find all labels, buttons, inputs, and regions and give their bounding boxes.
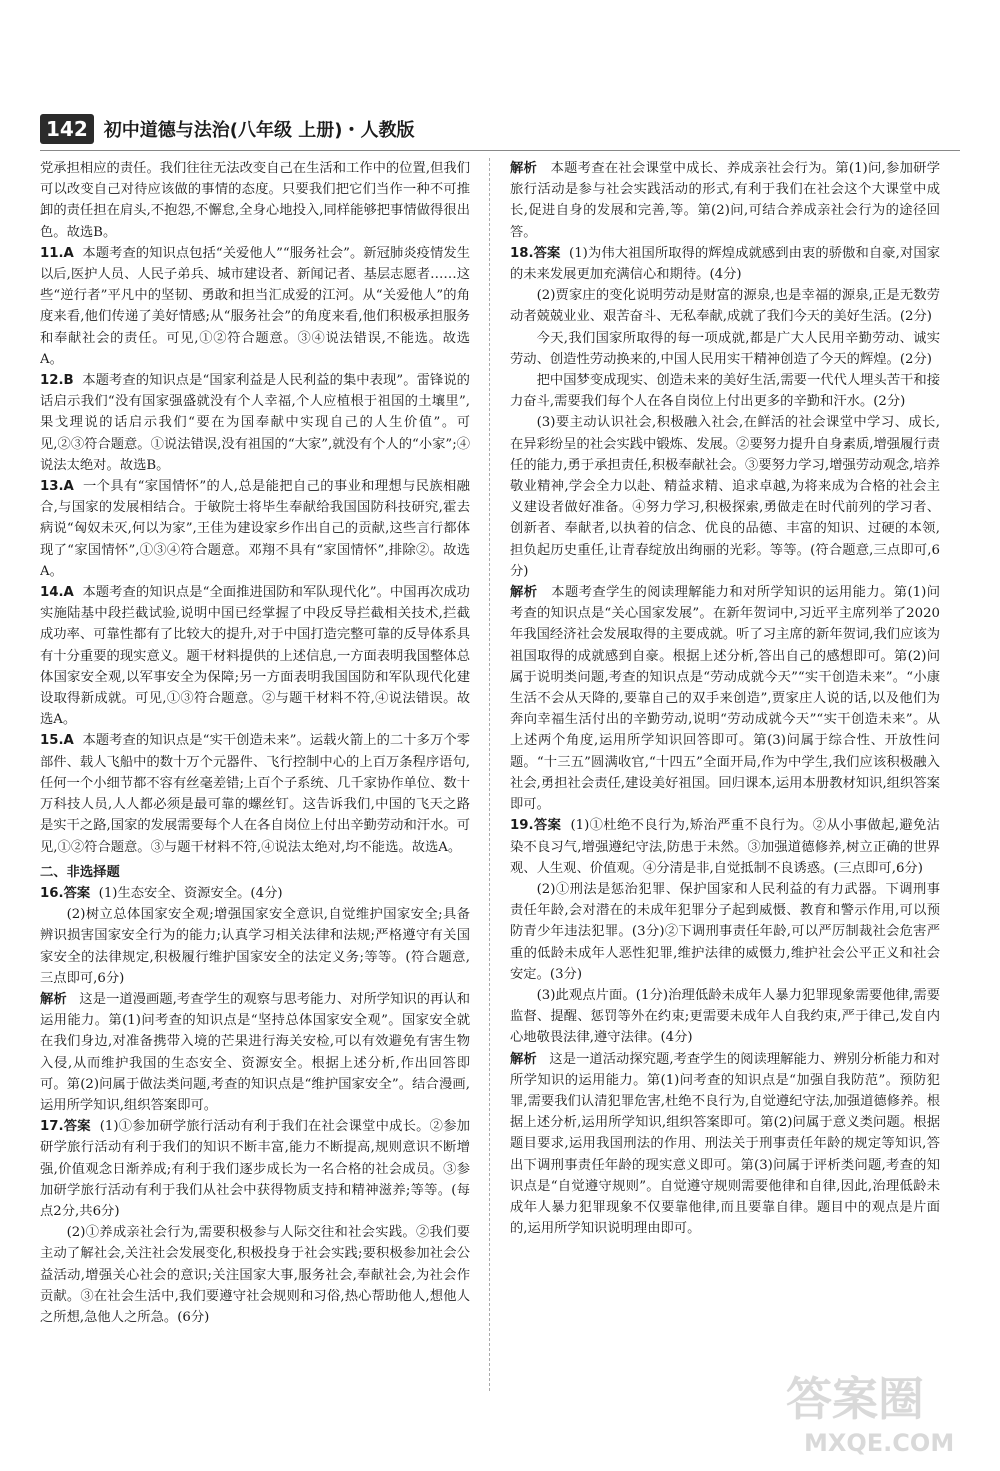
answer-label: 答案 — [63, 885, 91, 901]
analysis-text: 本题考查在社会课堂中成长、养成亲社会行为。第(1)问,参加研学旅行活动是参与社会实践活动的形式,有利于我们在社会这个大课堂中成长,促进自身的发展和完善,等。第(2)问,可结合养成亲社会行为的途径回答。 — [510, 161, 940, 240]
answer-text: (2)①养成亲社会行为,需要积极参与人际交往和社会实践。②我们要主动了解社会,关注社会发展变化,积极投身于社会实践;要积极参加社会公益活动,增强关心社会的意识;关注国家大事,服务社会,奉献社会,为社会作贡献。③在社会生活中,我们要遵守社会规则和习俗,热心帮助他人,想他人之所想,急他人之所急。(6分) — [40, 1225, 470, 1325]
question-17-analysis — [510, 158, 940, 243]
question-number: 13.A — [40, 479, 74, 495]
answer-text: (1)为伟大祖国所取得的辉煌成就感到由衷的骄傲和自豪,对国家的未来发展更加充满信心和期待。(4分) — [510, 245, 940, 283]
question-number: 17. — [40, 1119, 64, 1135]
page-header — [40, 112, 414, 146]
question-number: 14.A — [40, 585, 74, 601]
page-number: 142 — [40, 114, 94, 144]
question-14 — [40, 582, 470, 730]
question-15 — [40, 730, 470, 857]
analysis-text: 这是一道活动探究题,考查学生的阅读理解能力、辨别分析能力和对所学知识的运用能力。第(1)问考查的知识点是“加强自我防范”。预防犯罪,需要我们认清犯罪危害,杜绝不良行为,自觉遵纪守法,加强道德修养。根据上述分析,运用所学知识,组织答案即可。第(2)问属于意义类问题。根据题目要求,运用我国刑法的作用、刑法关于刑事责任年龄的规定等知识,答出下调刑事责任年龄的现实意义即可。第(3)问属于评析类问题,考查的知识点是“自觉遵守规则”。自觉遵守规则需要他律和自律,因此,治理低龄未成年人暴力犯罪现象不仅要靠他律,而且要靠自律。题目中的观点是片面的,运用所学知识说明理由即可。 — [510, 1051, 940, 1237]
answer-text: 今天,我们国家所取得的每一项成就,都是广大人民用辛勤劳动、诚实劳动、创造性劳动换来的,中国人民用实干精神创造了今天的辉煌。(2分) — [510, 330, 940, 367]
question-16-analysis — [40, 989, 470, 1116]
answer-label: 答案 — [533, 245, 561, 261]
book-title: 初中道德与法治(八年级 上册)・人教版 — [103, 120, 415, 141]
answer-text: (2)贾家庄的变化说明劳动是财富的源泉,也是幸福的源泉,正是无数劳动者兢兢业业、艰苦奋斗、无私奉献,成就了我们今天的美好生活。(2分) — [510, 288, 940, 325]
question-11 — [40, 243, 470, 370]
question-number: 16. — [40, 885, 64, 901]
question-17-answer — [40, 1116, 470, 1222]
question-number: 15.A — [40, 733, 74, 749]
answer-label: 答案 — [63, 1119, 91, 1135]
analysis-label: 解析 — [40, 991, 67, 1007]
analysis-label: 解析 — [510, 585, 538, 601]
question-text: 本题考查的知识点是“国家利益是人民利益的集中表现”。雷锋说的话启示我们“没有国家强盛就没有个人幸福,个人应植根于祖国的土壤里”,果戈理说的话启示我们“要在为国奉献中实现自己的人生价值”。可见,②③符合题意。①说法错误,没有祖国的“大家”,就没有个人的“小家”;④说法太绝对。故选B。 — [40, 373, 470, 473]
question-19-analysis — [510, 1049, 940, 1240]
question-18-answer — [510, 243, 940, 285]
answer-label: 答案 — [533, 818, 562, 834]
analysis-text: 这是一道漫画题,考查学生的观察与思考能力、对所学知识的再认和运用能力。第(1)问考查的知识点是“坚持总体国家安全观”。国家安全就在我们身边,对准备携带入境的芒果进行海关安检,可以有效避免有害生物入侵,从而维护我国的生态安全、资源安全。根据上述分析,作出回答即可。第(2)问属于做法类问题,考查的知识点是“维护国家安全”。结合漫画,运用所学知识,组织答案即可。 — [40, 991, 470, 1113]
answer-text: 把中国梦变成现实、创造未来的美好生活,需要一代代人埋头苦干和接力奋斗,需要我们每个人在各自岗位上付出更多的辛勤和汗水。(2分) — [510, 373, 940, 410]
question-16-answer — [40, 883, 470, 904]
question-number: 12.B — [40, 373, 74, 389]
section-title: 二、非选择题 — [40, 864, 120, 880]
question-number: 11.A — [40, 245, 74, 261]
answer-text: (1)生态安全、资源安全。(4分) — [98, 885, 283, 901]
question-12 — [40, 370, 470, 476]
question-number: 19. — [510, 818, 534, 834]
answer-text: (2)树立总体国家安全观;增强国家安全意识,自觉维护国家安全;具备辨识损害国家安全行为的能力;认真学习相关法律和法规;严格遵守有关国家安全的法律规定,积极履行维护国家安全的法定义务;等等。(符合题意,三点即可,6分) — [40, 907, 470, 986]
answer-text: (3)此观点片面。(1分)治理低龄未成年人暴力犯罪现象需要他律,需要监督、提醒、惩罚等外在约束;更需要未成年人自我约束,严于律己,发自内心地敬畏法律,遵守法律。(4分) — [510, 987, 940, 1046]
column-divider — [489, 158, 490, 1391]
question-number: 18. — [510, 245, 534, 261]
answer-text: (1)①参加研学旅行活动有利于我们在社会课堂中成长。②参加研学旅行活动有利于我们的知识不断丰富,能力不断提高,规则意识不断增强,价值观念日渐养成;有利于我们逐步成长为一名合格的社会成员。③参加研学旅行活动有利于我们从社会中获得物质支持和精神滋养;等等。(每点2分,共6分) — [40, 1119, 470, 1219]
question-text: 本题考查的知识点是“全面推进国防和军队现代化”。中国再次成功实施陆基中段拦截试验,说明中国已经掌握了中段反导拦截相关技术,拦截成功率、可靠性都有了比较大的提升,对于中国打造完整可靠的反导体系具有十分重要的现实意义。题干材料提供的上述信息,一方面表明我国整体总体国家安全观,以军事安全为保障;另一方面表明我国国防和军队现代化建设取得新成就。可见,①③符合题意。②与题干材料不符,④说法错误。故选A。 — [40, 585, 470, 728]
analysis-label: 解析 — [510, 161, 538, 176]
analysis-text: 本题考查学生的阅读理解能力和对所学知识的运用能力。第(1)问考查的知识点是“关心国家发展”。在新年贺词中,习近平主席列举了2020年我国经济社会发展取得的主要成就。听了习主席的新年贺词,我们应该为祖国取得的成就感到自豪。根据上述分析,答出自己的感想即可。第(2)问属于说明类问题,考查的知识点是“劳动成就今天”“实干创造未来”。“小康生活不会从天降的,要靠自己的双手来创造”,贾家庄人说的话,以及他们为奔向幸福生活付出的辛勤劳动,说明“劳动成就今天”“实干创造未来”。从上述两个角度,运用所学知识回答即可。第(3)问属于综合性、开放性问题。“十三五”圆满收官,“十四五”全面开局,作为中学生,我们应该积极融入社会,勇担社会责任,建设美好祖国。回归课本,运用本册教材知识,组织答案即可。 — [510, 585, 940, 813]
answer-text: (1)①杜绝不良行为,矫治严重不良行为。②从小事做起,避免沾染不良习气,增强遵纪守法,防患于未然。③加强道德修养,树立正确的世界观、人生观、价值观。④分清是非,自觉抵制不良诱惑。(三点即可,6分) — [510, 818, 940, 876]
answer-text: (2)①刑法是惩治犯罪、保护国家和人民利益的有力武器。下调刑事责任年龄,会对潜在的未成年犯罪分子起到威慑、教育和警示作用,可以预防青少年违法犯罪。(3分)②下调刑事责任年龄,可以严厉制裁社会危害严重的低龄未成年人恶性犯罪,维护法律的威慑力,维护社会公平正义和社会安定。(3分) — [510, 881, 940, 982]
watermark-logo — [784, 1365, 974, 1457]
question-18-analysis — [510, 582, 940, 815]
question-text: 一个具有“家国情怀”的人,总是能把自己的事业和理想与民族相融合,与国家的发展相结合。于敏院士将毕生奉献给我国国防科技研究,霍去病说“匈奴未灭,何以为家”,王佳为建设家乡作出自己的贡献,这些言行都体现了“家国情怀”,①③④符合题意。邓翔不具有“家国情怀”,排除②。故选A。 — [40, 479, 470, 579]
right-column — [510, 158, 940, 1411]
question-text: 本题考查的知识点包括“关爱他人”“服务社会”。新冠肺炎疫情发生以后,医护人员、人民子弟兵、城市建设者、新闻记者、基层志愿者……这些“逆行者”平凡中的坚韧、勇敢和担当汇成爱的江河。从“关爱他人”的角度来看,他们传递了美好情感;从“服务社会”的角度来看,他们积极承担服务和奉献社会的责任。可见,①②符合题意。③④说法错误,不能选。故选A。 — [40, 245, 470, 367]
header-rule — [40, 150, 960, 151]
left-column — [40, 158, 470, 1411]
answer-text: (3)要主动认识社会,积极融入社会,在鲜活的社会课堂中学习、成长,在异彩纷呈的社会实践中锻炼、发展。②要努力提升自身素质,增强履行责任的能力,勇于承担责任,积极奉献社会。③要努力学习,增强劳动观念,培养敬业精神,学会全力以赴、精益求精、追求卓越,为将来成为合格的社会主义建设者做好准备。④努力学习,积极探索,勇做走在时代前列的学习者、创新者、奉献者,以执着的信念、优良的品德、丰富的知识、过硬的本领,担负起历史重任,让青春绽放出绚丽的光彩。等等。(符合题意,三点即可,6分) — [510, 415, 940, 579]
paragraph: 党承担相应的责任。我们往往无法改变自己在生活和工作中的位置,但我们可以改变自己对待应该做的事情的态度。只要我们把它们当作一种不可推卸的责任担在肩头,不抱怨,不懈怠,全身心地投入,同样能够把事情做得很出色。故选B。 — [40, 161, 470, 240]
watermark-sub: MXQE.COM — [804, 1429, 955, 1457]
question-19-answer — [510, 815, 940, 879]
analysis-label: 解析 — [510, 1051, 537, 1067]
question-text: 本题考查的知识点是“实干创造未来”。运载火箭上的二十多万个零部件、载人飞船中的数十万个元器件、飞行控制中心的上百万条程序语句,任何一个小细节都不容有丝毫差错;上百个子系统、几千家协作单位、数十万科技人员,人人都必须是最可靠的螺丝钉。这告诉我们,中国的飞天之路是实干之路,国家的发展需要每个人在各自岗位上付出辛勤劳动和汗水。可见,①②符合题意。③与题干材料不符,④说法太绝对,均不能选。故选A。 — [40, 733, 470, 855]
question-13 — [40, 476, 470, 582]
watermark-main: 答案圈 — [786, 1372, 924, 1426]
